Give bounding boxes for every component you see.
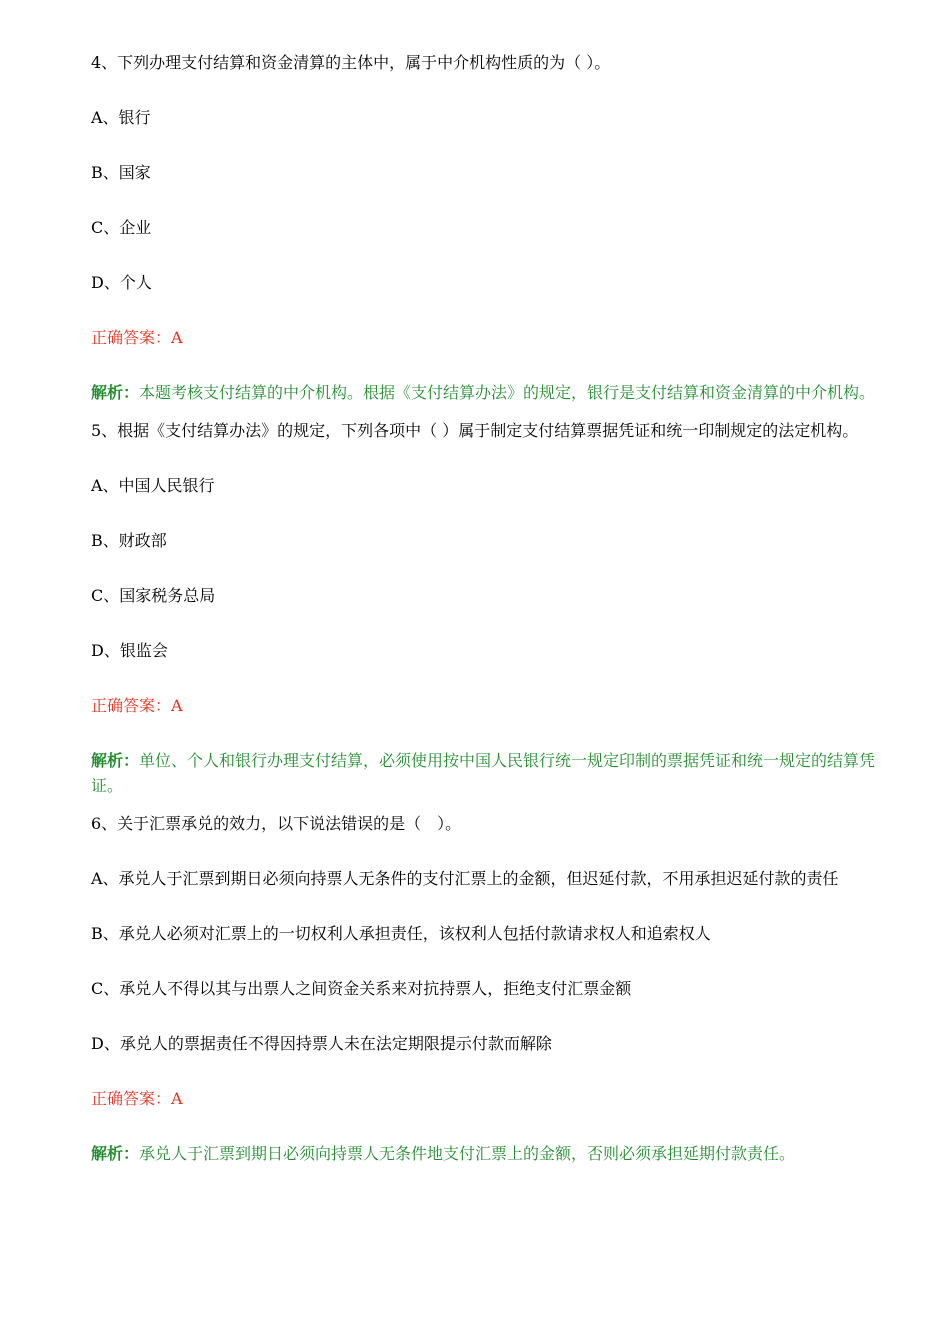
option-c: C、国家税务总局 (91, 586, 216, 605)
option-a: A、中国人民银行 (91, 476, 215, 495)
analysis-label: 解析： (91, 751, 140, 770)
analysis-text: 本题考核支付结算的中介机构。根据《支付结算办法》的规定，银行是支付结算和资金清算的中介机构。 (139, 383, 876, 402)
analysis-text: 单位、个人和银行办理支付结算，必须使用按中国人民银行统一规定印制的票据凭证和统一规定的结算凭证。 (91, 751, 876, 795)
option-a: A、银行 (91, 108, 151, 127)
option-d: D、个人 (91, 273, 152, 292)
option-c: C、企业 (91, 218, 152, 237)
analysis (91, 380, 901, 405)
question-block (91, 50, 901, 405)
question-block (91, 811, 901, 1166)
option-d: D、银监会 (91, 641, 168, 660)
analysis (91, 748, 901, 798)
analysis-label: 解析： (91, 383, 140, 402)
correct-answer: 正确答案：A (91, 696, 183, 715)
analysis (91, 1141, 901, 1166)
document-page (91, 50, 901, 1166)
option-b: B、国家 (91, 163, 151, 182)
correct-answer: 正确答案：A (91, 1089, 183, 1108)
question-block (91, 418, 901, 798)
question-stem: 5、根据《支付结算办法》的规定，下列各项中（ ）属于制定支付结算票据凭证和统一印制规定的法定机构。 (91, 421, 859, 440)
question-stem: 4、下列办理支付结算和资金清算的主体中，属于中介机构性质的为（ ）。 (91, 53, 611, 72)
correct-answer: 正确答案：A (91, 328, 183, 347)
option-d: D、承兑人的票据责任不得因持票人未在法定期限提示付款而解除 (91, 1034, 552, 1053)
analysis-text: 承兑人于汇票到期日必须向持票人无条件地支付汇票上的金额，否则必须承担延期付款责任。 (139, 1144, 796, 1163)
question-stem: 6、关于汇票承兑的效力，以下说法错误的是（ ）。 (91, 814, 462, 833)
option-b: B、承兑人必须对汇票上的一切权利人承担责任，该权利人包括付款请求权人和追索权人 (91, 924, 711, 943)
analysis-label: 解析： (91, 1144, 140, 1163)
option-a: A、承兑人于汇票到期日必须向持票人无条件的支付汇票上的金额，但迟延付款，不用承担迟延付款的责任 (91, 869, 839, 888)
option-c: C、承兑人不得以其与出票人之间资金关系来对抗持票人，拒绝支付汇票金额 (91, 979, 632, 998)
option-b: B、财政部 (91, 531, 167, 550)
